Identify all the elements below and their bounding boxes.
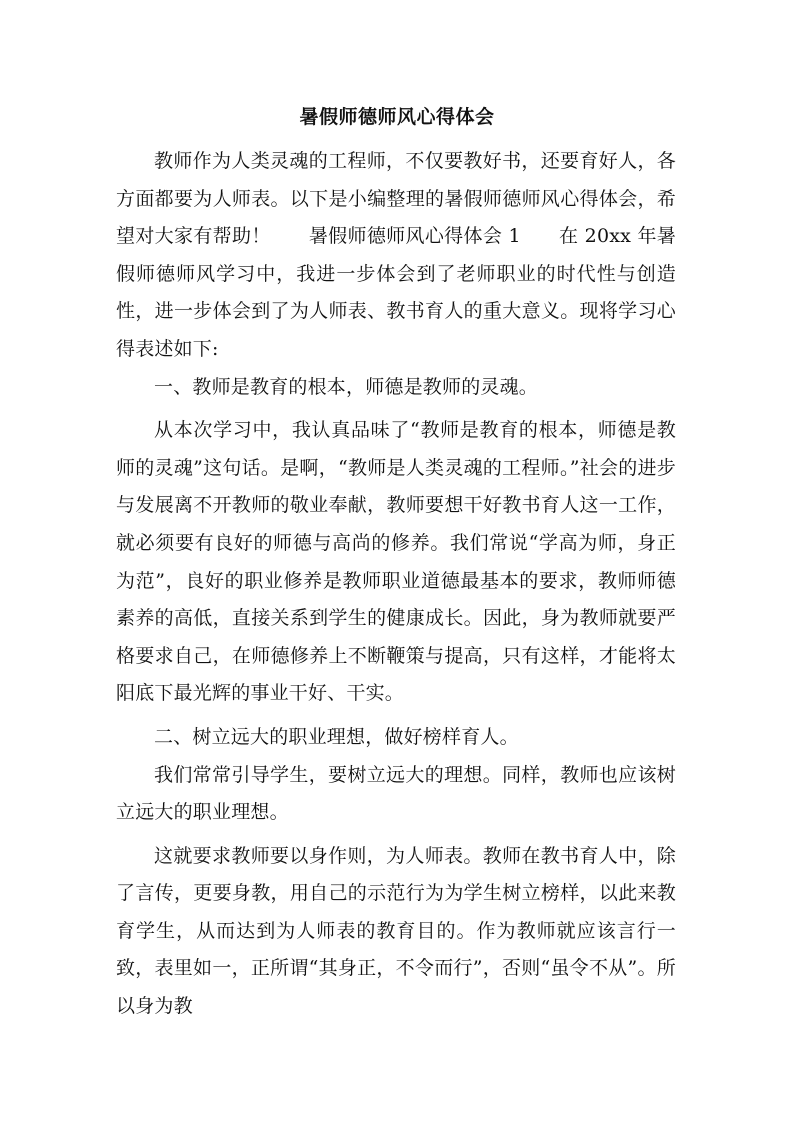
intro-text: 教师作为人类灵魂的工程师，不仅要教好书，还要育好人，各方面都要为人师表。以下是小编整理的暑假师德师风心得体会，希望对大家有帮助！ — [116, 150, 676, 248]
paragraph-one: 从本次学习中，我认真品味了“教师是教育的根本，师德是教师的灵魂”这句话。是啊，“教师是人类灵魂的工程师。”社会的进步与发展离不开教师的敬业奉献，教师要想干好教书育人这一工作，就必须要有良好的师德与高尚的修养。我们常说“学高为师，身正为范”，良好的职业修养是教师职业道德最基本的要求，教师师德素养的高低，直接关系到学生的健康成长。因此，身为教师就要严格要求自己，在师德修养上不断鞭策与提高，只有这样，才能将太阳底下最光辉的事业干好、干实。 — [116, 419, 676, 705]
heading-two: 二、树立远大的职业理想，做好榜样育人。 — [154, 725, 519, 748]
document-body — [116, 143, 676, 1026]
heading-one: 一、教师是教育的根本，师德是教师的灵魂。 — [154, 375, 539, 398]
document-title: 暑假师德师风心得体会 — [299, 106, 495, 128]
intro-paragraph — [116, 143, 676, 369]
paragraph-three: 这就要求教师要以身作则，为人师表。教师在教书育人中，除了言传，更要身教，用自己的示范行为为学生树立榜样，以此来教育学生，从而达到为人师表的教育目的。作为教师就应该言行一致，表里如一，正所谓“其身正，不令而行”，否则“虽令不从”。所以身为教 — [116, 844, 676, 1018]
section-subtitle: 暑假师德师风心得体会 1 — [308, 225, 521, 248]
intro-continuation: 在 20xx 年暑假师德师风学习中，我进一步体会到了老师职业的时代性与创造性，进一步体会到了为人师表、教书育人的重大意义。现将学习心得表述如下: — [116, 225, 677, 360]
paragraph-two: 我们常常引导学生，要树立远大的理想。同样，教师也应该树立远大的职业理想。 — [116, 763, 676, 824]
